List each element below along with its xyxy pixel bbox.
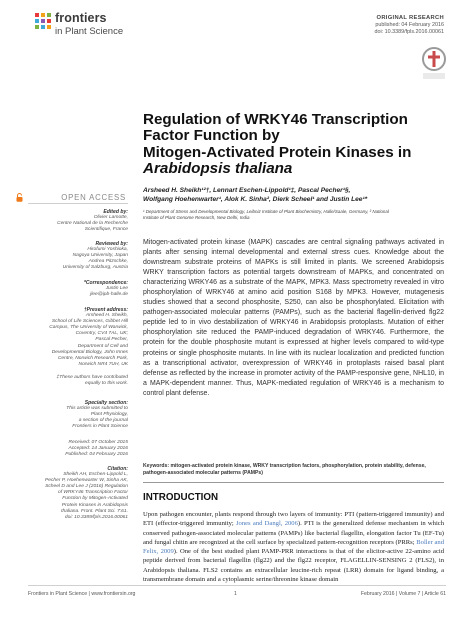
sidebar-reviewed <box>28 241 128 271</box>
sidebar-line: Coventry, CV4 7AL, UK; <box>75 331 128 337</box>
sidebar-heading: *Correspondence: <box>83 280 128 286</box>
affiliations <box>143 209 443 221</box>
journal-logo-name: frontiers <box>55 11 107 25</box>
sidebar-line: University of Salzburg, Austria <box>62 265 128 271</box>
article-type: ORIGINAL RESEARCH <box>376 15 444 21</box>
section-divider <box>143 482 444 483</box>
sidebar-line: Plant Physiology, <box>90 412 128 418</box>
author-list <box>143 186 443 204</box>
reference-link[interactable]: Boller and Felix, 2009 <box>143 538 444 556</box>
sidebar-heading: Specialty section: <box>84 400 128 406</box>
reference-link[interactable]: Jones and Dangl, 2006 <box>235 520 298 528</box>
frontiers-logo-icon <box>34 12 52 32</box>
journal-logo-subtitle: in Plant Science <box>55 26 124 37</box>
footer-journal-url[interactable]: Frontiers in Plant Science | www.frontiersin.org <box>28 591 136 597</box>
title-line: Arabidopsis thaliana <box>143 160 293 178</box>
author-line: Arsheed H. Sheikh¹²†, Lennart Eschen-Lippold¹‡, Pascal Pecher¹§, <box>143 187 351 194</box>
sidebar-line: of WRKY46 Transcription Factor <box>57 490 128 496</box>
sidebar-equal-contribution <box>28 375 128 387</box>
sidebar-line: Andrea Pitzschke, <box>88 259 128 265</box>
affiliation-line: ¹ Department of Stress and Developmental Biology, Leibniz Institute of Plant Biochemistry, Halle/Saale, Germany, ² National <box>143 209 389 214</box>
sidebar-line: Developmental Biology, John Innes <box>51 349 128 355</box>
sidebar-line: doi: 10.3389/fpls.2016.00061 <box>64 514 128 520</box>
sidebar-line: Norwich NR4 7UH, UK <box>78 361 128 367</box>
sidebar-heading: Citation: <box>107 466 128 472</box>
keywords: Keywords: mitogen-activated protein kinase, WRKY transcription factors, phosphorylation, protein stability, defense, pathogen-associated molecular patterns (PAMPs) <box>143 463 426 476</box>
sidebar-line: Pecher P, Hoehenwarter W, Sinha AK, <box>44 478 128 484</box>
sidebar-line: Campus, The University of Warwick, <box>49 325 128 331</box>
sidebar-line: Department of Cell and <box>77 343 128 349</box>
sidebar-line: Frontiers in Plant Science <box>72 424 128 430</box>
footer-volume-info: February 2016 | Volume 7 | Article 61 <box>360 591 446 597</box>
affiliation-line: Institute of Plant Genome Research, New Delhi, India <box>143 215 250 220</box>
article-header-meta <box>374 15 444 36</box>
open-access-label: OPEN ACCESS <box>61 193 126 202</box>
sidebar-line: ‡These authors have contributed <box>56 375 128 380</box>
body-text: ). PTI is the generalized defense mechanism in which conserved pathogen-associated molecular patterns (PAMPs) like bacterial flagellin, elongation factor Tu (EF-Tu) and fungal chitin are recognized at the cell surface by specialized pattern-recognition receptors (PRRs; <box>143 520 444 546</box>
sidebar-line: Centre National de la Recherche <box>57 221 128 227</box>
sidebar-correspondence <box>28 280 128 298</box>
sidebar-line: a section of the journal <box>78 418 128 424</box>
sidebar-line: Centre, Norwich Research Park, <box>57 355 128 361</box>
sidebar-line: This article was submitted to <box>66 406 128 412</box>
section-heading-introduction: INTRODUCTION <box>143 492 219 503</box>
sidebar-dates <box>28 440 128 458</box>
title-line: Regulation of WRKY46 Transcription <box>143 111 408 128</box>
body-text: Upon pathogen encounter, plants respond through two layers of immunity: PTI (pattern-triggered immunity) and ETI (effector-triggered immunity; <box>143 511 444 528</box>
sidebar-line: Pascal Pecher, <box>95 337 128 343</box>
sidebar-heading: †Present address: <box>83 307 128 313</box>
crossmark-icon[interactable] <box>421 47 447 81</box>
sidebar-line: Hirofumi Yoshioka, <box>87 247 128 253</box>
introduction-paragraph <box>143 510 444 584</box>
title-line: Factor Function by <box>143 127 280 145</box>
sidebar-line: Published: 04 February 2016 <box>65 452 128 458</box>
sidebar-heading: Edited by: <box>103 209 128 215</box>
title-line: Mitogen-Activated Protein Kinases in <box>143 143 412 161</box>
sidebar-heading: Reviewed by: <box>95 241 128 247</box>
page-number: 1 <box>234 591 237 597</box>
sidebar-line: Function by Mitogen-Activated <box>62 496 128 502</box>
published-date: published: 04 February 2016 <box>375 22 444 28</box>
sidebar-line: School of Life Sciences, Gibbet Hill <box>51 319 128 325</box>
sidebar-line: Accepted: 14 January 2016 <box>68 446 128 452</box>
author-line: Wolfgang Hoehenwarter¹, Alok K. Sinha², Dierk Scheel¹ and Justin Lee¹* <box>143 196 368 203</box>
sidebar-line: equally to this work. <box>85 381 128 387</box>
sidebar-edited <box>28 209 128 233</box>
sidebar-line: thaliana. Front. Plant Sci. 7:61. <box>61 508 128 514</box>
sidebar-present-address <box>28 307 128 368</box>
sidebar-line: Scientifique, France <box>84 227 128 233</box>
article-title <box>143 112 443 178</box>
sidebar-line: Received: 07 October 2015 <box>68 440 128 445</box>
sidebar-line: Arsheed H. Sheikh, <box>85 313 128 319</box>
sidebar-divider <box>28 203 128 204</box>
body-text: ). One of the best studied plant PAMP-PRR interactions is that of the elicitor-active 22-amino acid peptide derived from bacterial flagellin (flg22) and the flg22 receptor, FLAGELLIN-SENSING 2 (FLS2), in Arabidopsis thaliana. FLS2 contains an extracellular leucine-rich repeat (LRR) domain for ligand binding, a transmembrane domain and a cytoplasmic serine/threonine kinase domain <box>143 548 445 584</box>
sidebar-line: Protein Kinases in Arabidopsis <box>61 502 128 508</box>
doi-link[interactable]: doi: 10.3389/fpls.2016.00061 <box>374 29 444 35</box>
sidebar-line: Justin Lee <box>105 286 128 292</box>
sidebar-line: Nagoya University, Japan <box>72 253 128 259</box>
footer-divider <box>28 585 446 586</box>
sidebar-line: Olivier Lamotte, <box>93 215 128 221</box>
open-access-lock-icon <box>16 193 23 202</box>
sidebar-citation <box>28 466 128 521</box>
sidebar-specialty <box>28 400 128 430</box>
sidebar-line: Scheel D and Lee J (2016) Regulation <box>45 484 128 490</box>
abstract: Mitogen-activated protein kinase (MAPK) cascades are central signaling pathways activated in plants after sensing internal developmental and external stress cues. Knowledge about the downstream substrate proteins of MAPKs is still limited in plants. We screened Arabidopsis WRKY transcription factors as potential targets downstream of MAPKs, and concentrated on characterizing WRKY46 as a substrate of the MAPK, MPK3. Mass spectrometry revealed in vitro phosphorylation of WRKY46 at amino acid position S168 by MPK3. However, mutagenesis studies showed that a second phosphosite, S250, can also be phosphorylated. Elicitation with pathogen-associated molecular patterns (PAMPs), such as the bacterial flagellin-derived flg22 peptide led to in vivo destabilization of WRKY46 in Arabidopsis protoplasts. Mutation of either phosphorylation site reduced the PAMP-induced degradation of WRKY46. Furthermore, the protein for the double phosphosite mutant is expressed at higher levels compared to wild-type proteins or single phosphosite mutants. In line with its nuclear localization and predicted function as a transcriptional activator, overexpression of WRKY46 in protoplasts raised basal plant defense as reflected by the increase in promoter activity of the PAMP-responsive gene, NHL10, in a MAPK-dependent manner. Thus, MAPK-mediated regulation of WRKY46 is a mechanism to control plant defense. <box>143 239 444 397</box>
sidebar-line: Sheikh AH, Eschen-Lippold L, <box>63 472 128 478</box>
correspondence-email-link[interactable]: jlee@ipb-halle.de <box>90 292 128 298</box>
